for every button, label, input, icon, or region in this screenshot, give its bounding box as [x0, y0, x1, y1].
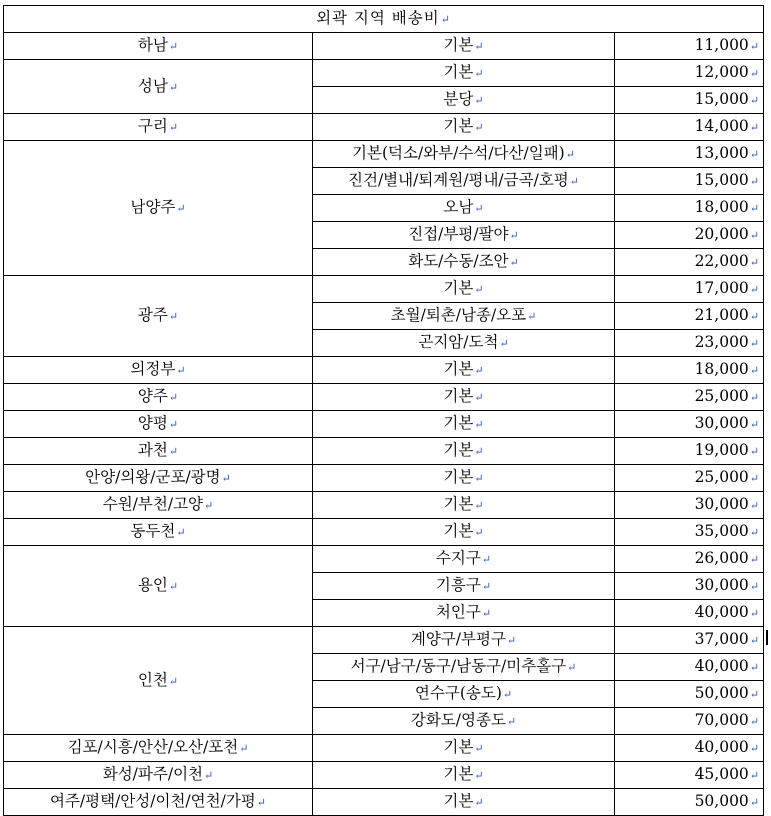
region-label: 양주	[137, 387, 168, 405]
price-value: 35,000	[694, 522, 749, 540]
paragraph-mark-icon: ↵	[499, 337, 509, 350]
area-cell[interactable]	[313, 303, 615, 330]
area-label: 기본	[443, 792, 474, 810]
paragraph-mark-icon: ↵	[749, 472, 760, 485]
region-cell[interactable]	[4, 789, 313, 816]
table-row	[4, 276, 764, 303]
price-cell[interactable]	[615, 168, 764, 195]
paragraph-mark-icon: ↵	[749, 337, 760, 350]
area-cell[interactable]	[313, 465, 615, 492]
paragraph-mark-icon: ↵	[527, 310, 537, 323]
paragraph-mark-icon: ↵	[749, 499, 760, 512]
area-label: 수지구	[435, 549, 481, 567]
price-cell[interactable]	[615, 492, 764, 519]
paragraph-mark-icon: ↵	[749, 526, 760, 539]
area-cell[interactable]	[313, 330, 615, 357]
area-cell[interactable]	[313, 654, 615, 681]
price-value: 70,000	[694, 711, 749, 729]
price-cell[interactable]	[615, 249, 764, 276]
table-row	[4, 492, 764, 519]
price-value: 30,000	[694, 414, 749, 432]
area-label: 서구/남구/동구/남동구/미추홀구	[350, 657, 567, 675]
region-cell[interactable]	[4, 546, 313, 627]
area-label: 기본	[443, 387, 474, 405]
price-cell[interactable]	[615, 60, 764, 87]
region-label: 김포/시흥/안산/오산/포천	[67, 738, 239, 756]
region-cell[interactable]	[4, 438, 313, 465]
paragraph-mark-icon: ↵	[749, 769, 760, 782]
paragraph-mark-icon: ↵	[749, 256, 760, 269]
price-value: 25,000	[694, 468, 749, 486]
table-row	[4, 384, 764, 411]
paragraph-mark-icon: ↵	[474, 364, 484, 377]
region-label: 남양주	[130, 198, 176, 216]
paragraph-mark-icon: ↵	[168, 391, 179, 404]
area-cell[interactable]	[313, 357, 615, 384]
paragraph-mark-icon: ↵	[569, 175, 579, 188]
paragraph-mark-icon: ↵	[749, 796, 760, 809]
region-label: 의정부	[130, 360, 176, 378]
area-cell[interactable]	[313, 276, 615, 303]
area-label: 곤지암/도척	[418, 333, 499, 351]
paragraph-mark-icon: ↵	[749, 67, 760, 80]
region-label: 여주/평택/안성/이천/연천/가평	[49, 792, 256, 810]
price-cell[interactable]	[615, 654, 764, 681]
price-value: 40,000	[694, 738, 749, 756]
table-row	[4, 735, 764, 762]
paragraph-mark-icon: ↵	[168, 40, 179, 53]
area-label: 화도/수동/조안	[408, 252, 509, 270]
table-row	[4, 141, 764, 168]
table-row	[4, 627, 764, 654]
price-value: 45,000	[694, 765, 749, 783]
region-label: 인천	[137, 670, 168, 689]
price-cell[interactable]	[615, 114, 764, 141]
area-label: 기본	[443, 117, 474, 135]
paragraph-mark-icon: ↵	[474, 202, 484, 215]
price-cell[interactable]	[615, 303, 764, 330]
paragraph-mark-icon: ↵	[749, 310, 760, 323]
paragraph-mark-icon: ↵	[565, 148, 575, 161]
region-label: 성남	[137, 76, 168, 95]
paragraph-mark-icon: ↵	[474, 742, 484, 755]
price-cell[interactable]	[615, 222, 764, 249]
area-cell[interactable]	[313, 411, 615, 438]
price-cell[interactable]	[615, 735, 764, 762]
table-row	[4, 465, 764, 492]
paragraph-mark-icon: ↵	[749, 121, 760, 134]
price-cell[interactable]	[615, 789, 764, 816]
price-value: 50,000	[694, 792, 749, 810]
area-cell[interactable]	[313, 222, 615, 249]
paragraph-mark-icon: ↵	[481, 580, 492, 593]
area-cell[interactable]	[313, 789, 615, 816]
paragraph-mark-icon: ↵	[256, 796, 266, 809]
area-cell[interactable]	[313, 384, 615, 411]
area-label: 처인구	[435, 603, 481, 621]
paragraph-mark-icon: ↵	[474, 472, 484, 485]
region-cell[interactable]	[4, 735, 313, 762]
paragraph-mark-icon: ↵	[749, 40, 760, 53]
region-cell[interactable]	[4, 33, 313, 60]
price-value: 30,000	[694, 576, 749, 594]
region-cell[interactable]	[4, 411, 313, 438]
region-cell[interactable]	[4, 465, 313, 492]
price-cell[interactable]	[615, 438, 764, 465]
shipping-fee-table	[3, 5, 764, 816]
paragraph-mark-icon: ↵	[749, 148, 760, 161]
paragraph-mark-icon: ↵	[168, 310, 179, 323]
price-cell[interactable]	[615, 33, 764, 60]
paragraph-mark-icon: ↵	[221, 472, 231, 485]
table-row	[4, 438, 764, 465]
region-label: 광주	[137, 306, 168, 324]
price-value: 19,000	[694, 441, 749, 459]
region-label: 용인	[137, 576, 168, 594]
area-label: 계양구/부평구	[410, 630, 506, 648]
price-value: 40,000	[694, 657, 749, 675]
paragraph-mark-icon: ↵	[168, 121, 179, 134]
table-title-row	[4, 6, 764, 33]
area-cell[interactable]	[313, 681, 615, 708]
area-cell[interactable]	[313, 168, 615, 195]
area-label: 연수구(송도)	[414, 684, 502, 702]
price-cell[interactable]	[615, 573, 764, 600]
area-label: 기본	[443, 468, 474, 486]
area-label: 강화도/영종도	[410, 711, 506, 729]
table-title: 외곽 지역 배송비	[316, 9, 440, 27]
region-cell[interactable]	[4, 627, 313, 735]
price-value: 17,000	[694, 279, 749, 297]
table-row	[4, 789, 764, 816]
price-value: 12,000	[694, 63, 749, 81]
paragraph-mark-icon: ↵	[749, 391, 760, 404]
region-cell[interactable]	[4, 519, 313, 546]
paragraph-mark-icon: ↵	[474, 121, 484, 134]
paragraph-mark-icon: ↵	[749, 580, 760, 593]
area-label: 기본	[443, 765, 474, 783]
paragraph-mark-icon: ↵	[502, 688, 513, 701]
paragraph-mark-icon: ↵	[474, 796, 484, 809]
price-cell[interactable]	[615, 141, 764, 168]
area-label: 분당	[443, 90, 474, 108]
paragraph-mark-icon: ↵	[749, 229, 760, 242]
paragraph-mark-icon: ↵	[168, 445, 179, 458]
table-row	[4, 33, 764, 60]
paragraph-mark-icon: ↵	[176, 364, 186, 377]
paragraph-mark-icon: ↵	[481, 553, 492, 566]
area-label: 진접/부평/팔야	[408, 225, 509, 243]
paragraph-mark-icon: ↵	[506, 715, 517, 728]
price-value: 26,000	[694, 549, 749, 567]
text-cursor	[766, 630, 768, 645]
area-label: 기본	[443, 279, 474, 297]
area-cell[interactable]	[313, 60, 615, 87]
paragraph-mark-icon: ↵	[749, 715, 760, 728]
region-label: 수원/부천/고양	[102, 495, 204, 513]
price-value: 14,000	[694, 117, 749, 135]
area-cell[interactable]	[313, 33, 615, 60]
area-cell[interactable]	[313, 249, 615, 276]
region-label: 구리	[137, 117, 168, 135]
paragraph-mark-icon: ↵	[749, 688, 760, 701]
price-value: 30,000	[694, 495, 749, 513]
price-cell[interactable]	[615, 330, 764, 357]
region-cell[interactable]	[4, 492, 313, 519]
paragraph-mark-icon: ↵	[749, 94, 760, 107]
price-value: 18,000	[694, 198, 749, 216]
paragraph-mark-icon: ↵	[509, 229, 519, 242]
paragraph-mark-icon: ↵	[474, 445, 484, 458]
table-row	[4, 762, 764, 789]
region-cell[interactable]	[4, 762, 313, 789]
table-row	[4, 411, 764, 438]
area-label: 기본	[443, 522, 474, 540]
area-label: 기본	[443, 414, 474, 432]
area-cell[interactable]	[313, 519, 615, 546]
table-row	[4, 519, 764, 546]
area-cell[interactable]	[313, 438, 615, 465]
area-cell[interactable]	[313, 195, 615, 222]
paragraph-mark-icon: ↵	[567, 661, 577, 674]
paragraph-mark-icon: ↵	[168, 580, 179, 593]
paragraph-mark-icon: ↵	[749, 445, 760, 458]
area-cell[interactable]	[313, 627, 615, 654]
paragraph-mark-icon: ↵	[749, 202, 760, 215]
price-cell[interactable]	[615, 519, 764, 546]
paragraph-mark-icon: ↵	[168, 418, 179, 431]
price-cell[interactable]	[615, 411, 764, 438]
paragraph-mark-icon: ↵	[474, 499, 484, 512]
paragraph-mark-icon: ↵	[474, 391, 484, 404]
paragraph-mark-icon: ↵	[168, 80, 179, 94]
price-value: 23,000	[694, 333, 749, 351]
paragraph-mark-icon: ↵	[176, 202, 186, 215]
region-label: 과천	[137, 441, 168, 459]
price-cell[interactable]	[615, 762, 764, 789]
area-cell[interactable]	[313, 546, 615, 573]
price-cell[interactable]	[615, 708, 764, 735]
area-cell[interactable]	[313, 114, 615, 141]
price-cell[interactable]	[615, 384, 764, 411]
region-label: 하남	[137, 36, 168, 54]
paragraph-mark-icon: ↵	[474, 67, 484, 80]
paragraph-mark-icon: ↵	[509, 256, 519, 269]
price-value: 13,000	[694, 144, 749, 162]
area-cell[interactable]	[313, 141, 615, 168]
paragraph-mark-icon: ↵	[481, 607, 492, 620]
price-value: 18,000	[694, 360, 749, 378]
region-cell[interactable]	[4, 357, 313, 384]
paragraph-mark-icon: ↵	[749, 742, 760, 755]
price-cell[interactable]	[615, 600, 764, 627]
price-value: 50,000	[694, 684, 749, 702]
paragraph-mark-icon: ↵	[239, 742, 249, 755]
table-row	[4, 114, 764, 141]
area-cell[interactable]	[313, 492, 615, 519]
table-row	[4, 357, 764, 384]
area-label: 기본	[443, 36, 474, 54]
paragraph-mark-icon: ↵	[204, 769, 214, 782]
paragraph-mark-icon: ↵	[176, 526, 186, 539]
area-cell[interactable]	[313, 600, 615, 627]
price-value: 15,000	[694, 171, 749, 189]
table-row	[4, 546, 764, 573]
price-cell[interactable]	[615, 465, 764, 492]
paragraph-mark-icon: ↵	[474, 526, 484, 539]
area-cell[interactable]	[313, 87, 615, 114]
price-value: 40,000	[694, 603, 749, 621]
region-cell[interactable]	[4, 276, 313, 357]
price-cell[interactable]	[615, 681, 764, 708]
area-label: 기흥구	[435, 576, 481, 594]
price-cell[interactable]	[615, 546, 764, 573]
price-cell[interactable]	[615, 87, 764, 114]
paragraph-mark-icon: ↵	[749, 418, 760, 431]
paragraph-mark-icon: ↵	[204, 499, 214, 512]
paragraph-mark-icon: ↵	[749, 661, 760, 674]
area-label: 기본	[443, 63, 474, 81]
paragraph-mark-icon: ↵	[749, 634, 760, 647]
paragraph-mark-icon: ↵	[749, 364, 760, 377]
price-cell[interactable]	[615, 276, 764, 303]
paragraph-mark-icon: ↵	[506, 634, 517, 647]
paragraph-mark-icon: ↵	[474, 94, 484, 107]
paragraph-mark-icon: ↵	[474, 40, 484, 53]
paragraph-mark-icon: ↵	[749, 607, 760, 620]
paragraph-mark-icon: ↵	[749, 175, 760, 188]
table-row	[4, 60, 764, 87]
paragraph-mark-icon: ↵	[749, 283, 760, 296]
area-cell[interactable]	[313, 735, 615, 762]
paragraph-mark-icon: ↵	[440, 13, 451, 26]
region-cell[interactable]	[4, 141, 313, 276]
table-title-cell[interactable]	[4, 6, 764, 33]
paragraph-mark-icon: ↵	[749, 553, 760, 566]
area-cell[interactable]	[313, 573, 615, 600]
price-cell[interactable]	[615, 195, 764, 222]
price-value: 21,000	[694, 306, 749, 324]
area-label: 기본	[443, 441, 474, 459]
area-label: 오남	[443, 198, 474, 216]
price-cell[interactable]	[615, 357, 764, 384]
region-label: 양평	[137, 414, 168, 432]
price-value: 25,000	[694, 387, 749, 405]
area-cell[interactable]	[313, 762, 615, 789]
price-cell[interactable]	[615, 627, 764, 654]
area-label: 기본	[443, 738, 474, 756]
paragraph-mark-icon: ↵	[168, 674, 179, 688]
paragraph-mark-icon: ↵	[474, 418, 484, 431]
price-value: 20,000	[694, 225, 749, 243]
price-value: 37,000	[694, 630, 749, 648]
region-cell[interactable]	[4, 114, 313, 141]
price-value: 15,000	[694, 90, 749, 108]
paragraph-mark-icon: ↵	[474, 769, 484, 782]
region-cell[interactable]	[4, 60, 313, 114]
region-cell[interactable]	[4, 384, 313, 411]
area-label: 기본	[443, 495, 474, 513]
area-label: 기본	[443, 360, 474, 378]
price-value: 22,000	[694, 252, 749, 270]
area-label: 진건/별내/퇴계원/평내/금곡/호평	[348, 171, 569, 189]
price-value: 11,000	[694, 36, 749, 54]
area-label: 기본(덕소/와부/수석/다산/일패)	[352, 144, 565, 162]
region-label: 안양/의왕/군포/광명	[85, 468, 221, 486]
region-label: 화성/파주/이천	[102, 765, 204, 783]
paragraph-mark-icon: ↵	[474, 283, 484, 296]
region-label: 동두천	[130, 522, 176, 540]
area-cell[interactable]	[313, 708, 615, 735]
area-label: 초월/퇴촌/남종/오포	[390, 306, 527, 324]
